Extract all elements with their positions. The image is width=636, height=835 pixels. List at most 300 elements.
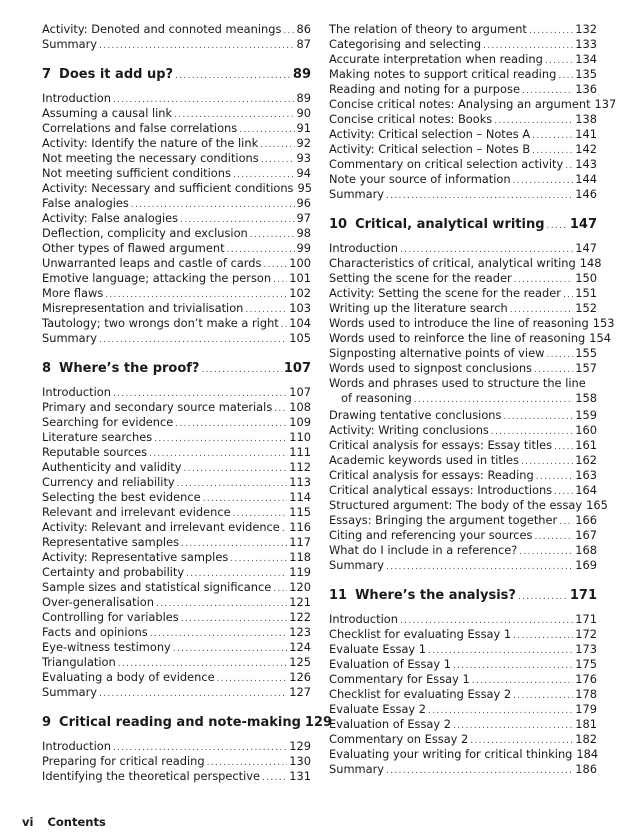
dot-leader — [281, 318, 288, 333]
toc-entry[interactable] — [329, 513, 597, 528]
toc-entry[interactable] — [42, 580, 311, 595]
entry-title: Primary and secondary source materials — [42, 400, 273, 414]
toc-entry[interactable] — [42, 739, 311, 754]
entry-page: 171 — [575, 612, 597, 626]
entry-page: 97 — [296, 211, 311, 225]
toc-entry[interactable] — [329, 483, 597, 498]
entry-page: 96 — [296, 196, 311, 210]
dot-leader — [386, 560, 573, 575]
toc-entry[interactable] — [42, 595, 311, 610]
dot-leader — [513, 174, 574, 189]
toc-entry[interactable] — [329, 498, 608, 513]
entry-title: Commentary on critical selection activity — [329, 157, 564, 171]
entry-title: Authenticity and validity — [42, 460, 182, 474]
entry-page: 148 — [579, 256, 602, 270]
toc-entry[interactable] — [42, 121, 311, 136]
toc-entry[interactable] — [329, 67, 597, 82]
toc-entry[interactable] — [329, 346, 597, 361]
dot-leader — [99, 333, 287, 348]
entry-page: 164 — [575, 483, 597, 497]
toc-entry[interactable] — [329, 22, 597, 37]
entry-page: 178 — [575, 687, 597, 701]
toc-entry[interactable] — [329, 316, 615, 331]
entry-title: Activity: Relevant and irrelevant evidence — [42, 520, 280, 534]
dot-leader — [503, 410, 573, 425]
entry-title: Activity: Critical selection – Notes B — [329, 142, 531, 156]
dot-leader — [175, 67, 291, 85]
entry-title: Evaluation of Essay 2 — [329, 717, 451, 731]
entry-title: Over-generalisation — [42, 595, 154, 609]
entry-title: Activity: False analogies — [42, 211, 179, 225]
entry-title: Critical analysis for essays: Reading — [329, 468, 534, 482]
chapter-title: Critical reading and note-making — [59, 715, 301, 730]
dot-leader — [546, 348, 573, 363]
toc-entry[interactable] — [42, 415, 311, 430]
toc-entry[interactable] — [329, 286, 597, 301]
dot-leader — [559, 515, 573, 530]
entry-page: 90 — [296, 106, 311, 120]
chapter-heading[interactable] — [42, 360, 311, 379]
entry-title: Summary — [329, 558, 385, 572]
dot-leader — [260, 138, 294, 153]
entry-title: Introduction — [329, 241, 398, 255]
dot-leader — [99, 687, 287, 702]
toc-entry[interactable] — [42, 286, 311, 301]
chapter-number: 7 — [42, 67, 52, 82]
entry-page: 86 — [296, 22, 311, 36]
dot-leader — [201, 361, 281, 379]
entry-page: 144 — [575, 172, 597, 186]
entry-page: 103 — [289, 301, 311, 315]
toc-entry[interactable] — [329, 37, 597, 52]
entry-page: 151 — [575, 286, 597, 300]
entry-title: Introduction — [42, 385, 111, 399]
entry-page: 114 — [289, 490, 311, 504]
entry-title: Not meeting sufficient conditions — [42, 166, 231, 180]
toc-entry[interactable] — [329, 717, 597, 732]
entry-page: 98 — [296, 226, 311, 240]
toc-entry[interactable] — [329, 112, 597, 127]
entry-page: 100 — [289, 256, 311, 270]
entry-page: 127 — [289, 685, 311, 699]
entry-title: Summary — [329, 187, 385, 201]
dot-leader — [250, 228, 295, 243]
toc-left-column — [42, 22, 333, 784]
toc-entry[interactable] — [329, 376, 597, 408]
entry-title: Evaluating your writing for critical thinking — [329, 747, 573, 761]
entry-page: 142 — [575, 142, 597, 156]
toc-entry[interactable] — [42, 430, 311, 445]
toc-entry[interactable] — [42, 181, 311, 196]
entry-title: Characteristics of critical, analytical writing — [329, 256, 576, 270]
entry-page: 175 — [575, 657, 597, 671]
entry-title: Summary — [42, 331, 98, 345]
toc-entry[interactable] — [42, 460, 311, 475]
running-head: Contents — [47, 815, 106, 829]
toc-entry[interactable] — [42, 490, 311, 505]
entry-title: Currency and reliability — [42, 475, 175, 489]
entry-page: 87 — [296, 37, 311, 51]
dot-leader — [563, 288, 573, 303]
dot-leader — [262, 771, 287, 786]
entry-page: 105 — [289, 331, 311, 345]
dot-leader — [230, 552, 287, 567]
entry-title: Sample sizes and statistical significance — [42, 580, 272, 594]
toc-entry[interactable] — [42, 196, 311, 211]
entry-title: Unwarranted leaps and castle of cards — [42, 256, 262, 270]
toc-entry[interactable] — [42, 226, 311, 241]
entry-title: More flaws — [42, 286, 104, 300]
toc-entry[interactable] — [42, 166, 311, 181]
entry-page: 129 — [289, 739, 311, 753]
toc-entry[interactable] — [42, 91, 311, 106]
dot-leader — [558, 69, 573, 84]
entry-title: Citing and referencing your sources — [329, 528, 533, 542]
toc-entry[interactable] — [42, 301, 311, 316]
toc-entry[interactable] — [329, 657, 597, 672]
entry-page: 131 — [289, 769, 311, 783]
entry-page: 146 — [575, 187, 597, 201]
entry-page: 184 — [576, 747, 599, 761]
toc-entry[interactable] — [329, 361, 597, 376]
entry-title: Controlling for variables — [42, 610, 179, 624]
entry-page: 94 — [296, 166, 311, 180]
entry-title: What do I include in a reference? — [329, 543, 518, 557]
toc-entry[interactable] — [329, 642, 597, 657]
toc-entry[interactable] — [42, 655, 311, 670]
toc-entry[interactable] — [329, 301, 597, 316]
entry-page: 162 — [575, 453, 597, 467]
toc-entry[interactable] — [329, 543, 597, 558]
chapter-heading[interactable] — [42, 714, 333, 733]
entry-page: 173 — [575, 642, 597, 656]
dot-leader — [282, 522, 287, 537]
toc-entry[interactable] — [42, 256, 311, 271]
dot-leader — [414, 393, 573, 408]
toc-entry[interactable] — [42, 211, 311, 226]
toc-entry[interactable] — [42, 22, 311, 37]
toc-entry[interactable] — [329, 331, 612, 346]
entry-page: 99 — [296, 241, 311, 255]
dot-leader — [453, 719, 573, 734]
entry-title: Activity: Representative samples — [42, 550, 229, 564]
entry-title: Making notes to support critical reading — [329, 67, 557, 81]
dot-leader — [532, 129, 573, 144]
entry-title: False analogies — [42, 196, 129, 210]
entry-title: Summary — [42, 685, 98, 699]
dot-leader — [261, 153, 295, 168]
toc-entry[interactable] — [329, 558, 597, 573]
entry-page: 109 — [289, 415, 311, 429]
chapter-page: 129 — [304, 715, 333, 730]
toc-entry[interactable] — [42, 754, 311, 769]
dot-leader — [217, 672, 288, 687]
entry-page: 89 — [296, 91, 311, 105]
toc-entry[interactable] — [42, 400, 311, 415]
toc-entry[interactable] — [42, 550, 311, 565]
dot-leader — [154, 432, 287, 447]
toc-entry[interactable] — [42, 37, 311, 52]
entry-title: Introduction — [42, 91, 111, 105]
dot-leader — [181, 612, 288, 627]
entry-page: 115 — [289, 505, 311, 519]
entry-title: The relation of theory to argument — [329, 22, 527, 36]
chapter-title: Where’s the analysis? — [355, 588, 516, 603]
toc-entry[interactable] — [42, 610, 311, 625]
entry-page: 150 — [575, 271, 597, 285]
entry-title: Summary — [329, 762, 385, 776]
dot-leader — [184, 462, 288, 477]
toc-entry[interactable] — [329, 672, 597, 687]
dot-leader — [453, 659, 573, 674]
toc-entry[interactable] — [329, 627, 597, 642]
entry-page: 93 — [296, 151, 311, 165]
entry-title: Words and phrases used to structure the line — [329, 376, 586, 390]
toc-entry[interactable] — [329, 747, 597, 762]
entry-title: Evaluation of Essay 1 — [329, 657, 451, 671]
entry-title: Preparing for critical reading — [42, 754, 205, 768]
toc-entry[interactable] — [329, 423, 597, 438]
chapter-number: 9 — [42, 715, 52, 730]
toc-entry[interactable] — [42, 316, 311, 331]
entry-page: 125 — [289, 655, 311, 669]
toc-entry[interactable] — [329, 82, 597, 97]
dot-leader — [386, 189, 573, 204]
page-footer — [22, 815, 106, 829]
entry-page: 181 — [575, 717, 597, 731]
entry-page: 124 — [289, 640, 311, 654]
entry-page: 172 — [575, 627, 597, 641]
entry-page: 104 — [289, 316, 311, 330]
toc-entry[interactable] — [42, 445, 311, 460]
dot-leader — [273, 582, 287, 597]
entry-page: 163 — [575, 468, 597, 482]
entry-page: 136 — [575, 82, 597, 96]
entry-title: Categorising and selecting — [329, 37, 482, 51]
entry-title: Setting the scene for the reader — [329, 271, 512, 285]
entry-title: Facts and opinions — [42, 625, 148, 639]
dot-leader — [565, 159, 573, 174]
toc-entry[interactable] — [42, 385, 311, 400]
toc-entry[interactable] — [329, 408, 597, 423]
toc-entry[interactable] — [329, 97, 617, 112]
chapter-number: 11 — [329, 588, 348, 603]
toc-entry[interactable] — [329, 187, 597, 202]
entry-page: 92 — [296, 136, 311, 150]
chapter-page: 171 — [569, 588, 597, 603]
entry-title: Writing up the literature search — [329, 301, 508, 315]
toc-entry[interactable] — [329, 453, 597, 468]
entry-title: Not meeting the necessary conditions — [42, 151, 259, 165]
entry-title: Assuming a causal link — [42, 106, 173, 120]
entry-page: 102 — [289, 286, 311, 300]
entry-title: Summary — [42, 37, 98, 51]
dot-leader — [529, 24, 573, 39]
entry-page: 91 — [296, 121, 311, 135]
entry-title: Correlations and false correlations — [42, 121, 238, 135]
chapter-page: 147 — [569, 217, 597, 232]
dot-leader — [519, 545, 573, 560]
chapter-heading[interactable] — [329, 587, 597, 606]
entry-page: 161 — [575, 438, 597, 452]
toc-entry[interactable] — [329, 438, 597, 453]
toc-entry[interactable] — [329, 702, 597, 717]
entry-title: Activity: Writing conclusions — [329, 423, 489, 437]
dot-leader — [273, 273, 287, 288]
toc-entry[interactable] — [42, 106, 311, 121]
entry-page: 134 — [575, 52, 597, 66]
toc-entry[interactable] — [42, 136, 311, 151]
toc-entry[interactable] — [42, 271, 311, 286]
toc-entry[interactable] — [329, 127, 597, 142]
chapter-heading[interactable] — [329, 216, 597, 235]
toc-entry[interactable] — [329, 612, 597, 627]
toc-entry[interactable] — [42, 520, 311, 535]
entry-title: Structured argument: The body of the essay — [329, 498, 583, 512]
toc-entry[interactable] — [42, 685, 311, 700]
toc-entry[interactable] — [42, 625, 311, 640]
entry-page: 158 — [575, 391, 597, 405]
entry-title: Commentary on Essay 2 — [329, 732, 469, 746]
toc-entry[interactable] — [42, 640, 311, 655]
chapter-heading[interactable] — [42, 66, 311, 85]
entry-page: 182 — [575, 732, 597, 746]
toc-entry[interactable] — [329, 762, 597, 777]
entry-page: 176 — [575, 672, 597, 686]
entry-title: Evaluate Essay 2 — [329, 702, 427, 716]
entry-page: 179 — [575, 702, 597, 716]
entry-title: Introduction — [329, 612, 398, 626]
entry-page: 108 — [289, 400, 311, 414]
dot-leader — [175, 417, 287, 432]
entry-title: Reading and noting for a purpose — [329, 82, 520, 96]
entry-page: 186 — [575, 762, 597, 776]
entry-page: 133 — [575, 37, 597, 51]
entry-title: Triangulation — [42, 655, 116, 669]
toc-entry[interactable] — [329, 732, 597, 747]
entry-page: 143 — [575, 157, 597, 171]
toc-entry[interactable] — [42, 331, 311, 346]
entry-title: Deflection, complicity and exclusion — [42, 226, 248, 240]
dot-leader — [513, 629, 573, 644]
entry-title: Signposting alternative points of view — [329, 346, 545, 360]
toc-entry[interactable] — [329, 271, 597, 286]
dot-leader — [534, 530, 573, 545]
chapter-title: Where’s the proof? — [59, 361, 200, 376]
entry-page: 117 — [289, 535, 311, 549]
toc-entry[interactable] — [329, 172, 597, 187]
entry-page: 107 — [289, 385, 311, 399]
entry-title: Activity: Necessary and sufficient conditions — [42, 181, 294, 195]
entry-title: Introduction — [42, 739, 111, 753]
toc-entry[interactable] — [42, 769, 311, 784]
toc-entry[interactable] — [329, 157, 597, 172]
toc-entry[interactable] — [42, 151, 311, 166]
entry-title: Drawing tentative conclusions — [329, 408, 502, 422]
entry-page: 157 — [575, 361, 597, 375]
entry-title: Concise critical notes: Analysing an argument — [329, 97, 591, 111]
entry-page: 152 — [575, 301, 597, 315]
dot-leader — [283, 24, 294, 39]
entry-title: Reputable sources — [42, 445, 148, 459]
entry-page: 168 — [575, 543, 597, 557]
entry-title: Accurate interpretation when reading — [329, 52, 543, 66]
toc-entry[interactable] — [329, 241, 597, 256]
entry-title: Checklist for evaluating Essay 1 — [329, 627, 512, 641]
entry-page: 101 — [289, 271, 311, 285]
toc-entry[interactable] — [42, 241, 311, 256]
entry-title: Other types of flawed argument — [42, 241, 225, 255]
toc-entry[interactable] — [42, 475, 311, 490]
dot-leader — [99, 39, 294, 54]
dot-leader — [274, 402, 287, 417]
toc-entry[interactable] — [42, 670, 311, 685]
entry-title: Emotive language; attacking the person — [42, 271, 272, 285]
entry-title: Misrepresentation and trivialisation — [42, 301, 244, 315]
dot-leader — [513, 689, 573, 704]
entry-title: Note your source of information — [329, 172, 511, 186]
entry-title: Concise critical notes: Books — [329, 112, 493, 126]
dot-leader — [173, 642, 287, 657]
entry-title-continued: of reasoning — [341, 391, 412, 405]
entry-title: Activity: Critical selection – Notes A — [329, 127, 531, 141]
entry-page: 120 — [289, 580, 311, 594]
entry-title: Words used to reinforce the line of reasoning — [329, 331, 586, 345]
entry-page: 122 — [289, 610, 311, 624]
entry-page: 135 — [575, 67, 597, 81]
toc-entry[interactable] — [42, 565, 311, 580]
entry-page: 113 — [289, 475, 311, 489]
entry-page: 166 — [575, 513, 597, 527]
toc-right-column — [329, 22, 617, 777]
entry-page: 126 — [289, 670, 311, 684]
entry-title: Activity: Identify the nature of the link — [42, 136, 259, 150]
page-number: vi — [22, 815, 34, 829]
chapter-title: Does it add up? — [59, 67, 174, 82]
entry-title: Eye-witness testimony — [42, 640, 171, 654]
toc-entry[interactable] — [329, 528, 597, 543]
entry-title: Searching for evidence — [42, 415, 174, 429]
entry-title: Critical analysis for essays: Essay titles — [329, 438, 553, 452]
entry-page: 110 — [289, 430, 311, 444]
entry-title: Critical analytical essays: Introductions — [329, 483, 553, 497]
entry-page: 112 — [289, 460, 311, 474]
dot-leader — [547, 217, 568, 235]
entry-title: Commentary for Essay 1 — [329, 672, 470, 686]
entry-title: Representative samples — [42, 535, 180, 549]
toc-entry[interactable] — [329, 142, 597, 157]
toc-entry[interactable] — [329, 687, 597, 702]
entry-page: 147 — [575, 241, 597, 255]
entry-page: 138 — [575, 112, 597, 126]
entry-page: 165 — [586, 498, 608, 512]
toc-entry[interactable] — [329, 468, 597, 483]
entry-title: Evaluate Essay 1 — [329, 642, 427, 656]
entry-page: 137 — [594, 97, 617, 111]
entry-page: 130 — [289, 754, 311, 768]
toc-entry[interactable] — [42, 505, 311, 520]
dot-leader — [554, 440, 573, 455]
entry-page: 132 — [575, 22, 597, 36]
toc-entry[interactable] — [42, 535, 311, 550]
entry-page: 155 — [575, 346, 597, 360]
entry-page: 116 — [289, 520, 311, 534]
entry-page: 154 — [589, 331, 612, 345]
entry-title: Evaluating a body of evidence — [42, 670, 215, 684]
entry-title: Selecting the best evidence — [42, 490, 201, 504]
toc-entry[interactable] — [329, 256, 602, 271]
toc-entry[interactable] — [329, 52, 597, 67]
